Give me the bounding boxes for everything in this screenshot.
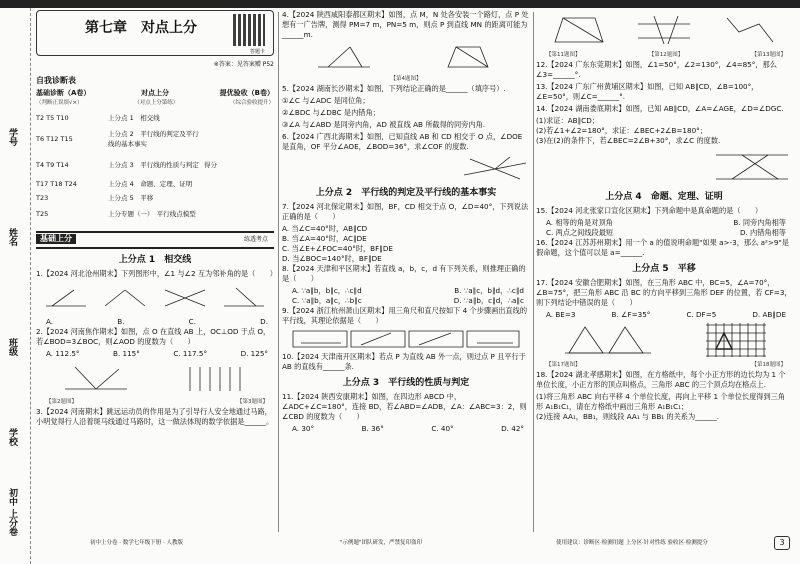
self-check-headers (36, 88, 274, 98)
q2-figure (61, 363, 131, 393)
binding-margin (0, 8, 31, 564)
self-check-row (36, 153, 274, 177)
banner-tag: 练透考点 (243, 236, 268, 243)
header-advanced: 提优验收（B卷） (219, 89, 274, 97)
q17-18-captions (536, 360, 792, 370)
option-d[interactable]: D. ∵a∥b，c∥d，∴a∥c (453, 296, 524, 305)
option-a[interactable]: A. BE=3 (546, 310, 576, 319)
q6-figure-wrap (282, 154, 530, 182)
column-right (536, 10, 792, 422)
row-topic: 上分点 5 平移 (108, 194, 154, 202)
question-10: 10.【2024 天津南开区期末】若点 P 为直线 AB 外一点，则过点 P 且平行于 AB 的直线有______条. (282, 352, 526, 371)
row-topic: 上分点 2 平行线的判定及平行线的基本事实 (108, 130, 199, 148)
question-4: 4.【2024 陕西咸阳泰都区期末】如图，点 M，N 处各安装一个路灯，点 P 处想有一广告牌，测得 PM=7 m，PN=5 m，则点 P 到直线 MN 的距离可能为______m. (282, 10, 529, 39)
option-c[interactable]: C. 当∠E+∠FOC=40°时，BF∥DE (282, 244, 393, 253)
q4-figure (314, 43, 374, 71)
page-number: 3 (774, 536, 790, 550)
option-d[interactable]: D. (260, 317, 268, 326)
q9-figure (282, 328, 530, 350)
column-middle (282, 10, 530, 434)
self-check-row (36, 177, 274, 191)
option-d[interactable]: D. 内错角相等 (739, 228, 786, 237)
fig-caption: 【第12题图】 (648, 52, 684, 58)
top-strip (0, 0, 800, 8)
q14-item: (1)求证：AB∥CD； (536, 116, 599, 125)
q6-figure (460, 155, 530, 181)
option-c[interactable]: C. DF=5 (686, 310, 717, 319)
header-points: 对点上分 (141, 89, 170, 97)
question-8: 8.【2024 天津和平区期末】若直线 a，b，c，d 有下列关系，则推理正确的是（ ） (282, 264, 526, 283)
q13-figure (719, 14, 779, 46)
fig-caption: 【第11题图】 (546, 52, 581, 58)
footer-left: 初中上分卷 · 数学七年级下册 · 人教版 (90, 540, 183, 546)
q14-items (536, 116, 792, 146)
binding-label-series: 初中 上分卷 (7, 488, 17, 537)
question-11: 11.【2024 陕西安康期末】如图，在四边形 ABCD 中，∠ADC+∠C=180°，连接 BD，若∠ABD=∠ADB，∠A：∠ABC=3：2，则∠CBD 的度数为（ ） (282, 392, 527, 421)
row-items[interactable]: T25 (36, 210, 49, 218)
question-12: 12.【2024 广东东莞期末】如图，∠1=50°，∠2=130°，∠4=85°，那么∠3=______°. (536, 60, 777, 79)
knowledge-point-title: 上分点 5 平移 (632, 264, 696, 274)
q18-items (536, 392, 792, 422)
q5-item: ①∠C 与∠ADC 是同位角； (282, 96, 370, 105)
question-18: 18.【2024 湖北孝感期末】如图，在方格纸中，每个小正方形的边长均为 1 个单位长度，小正方形的顶点叫格点，三角形 ABC 的三个顶点均在格点上. (536, 370, 786, 389)
row-topic: 上分专题（一） 平行线点模型 (108, 210, 196, 218)
binding-label-school: 学校 (7, 428, 17, 446)
banner-label: 基础上分 (36, 234, 76, 244)
q14-figure-wrap (536, 148, 792, 186)
q1-option-c-figure (163, 286, 207, 310)
q1-options (36, 317, 274, 327)
question-3: 3.【2024 河南期末】跳远运动员的作用是为了引导行人安全地通过马路，小明觉得行人沿着斑马线通过马路时，这一做法体现的数学依据是______。 (36, 407, 274, 426)
option-d[interactable]: D. 42° (501, 424, 524, 433)
question-2: 2.【2024 河南焦作期末】如图，点 O 在直线 AB 上，OC⊥OD 于点 O，若∠BOD=3∠BOC，则∠AOD 的度数为（ ） (36, 327, 271, 346)
option-c[interactable]: C. ∵a∥b，a∥c，∴b∥c (292, 296, 362, 305)
question-13: 13.【2024 广东广州黄埔区期末】如图，已知 AB∥CD，∠B=100°，∠E=50°，则∠C=______°. (536, 82, 759, 101)
fig-caption: 【第13题图】 (751, 52, 786, 58)
option-a[interactable]: A. ∵a∥b，b∥c，∴c∥d (292, 286, 362, 295)
binding-label-class: 班级 (7, 338, 17, 356)
option-a[interactable]: A. 当∠C=40°时，AB∥CD (282, 224, 368, 233)
q12-figure (634, 14, 694, 46)
q18-grid-figure (706, 323, 766, 357)
question-5: 5.【2024 湖南长沙期末】如图，下列结论正确的是______（填序号）. (282, 84, 506, 93)
fig-caption: 【第2题图】 (46, 399, 77, 405)
option-a[interactable]: A. 相等的角是对顶角 (546, 218, 613, 227)
row-topic: 上分点 4 命题、定理、证明 (108, 180, 193, 188)
qr-label: 答题卡 (249, 49, 265, 55)
self-check-row (36, 191, 274, 205)
question-16: 16.【2024 江苏苏州期末】用一个 a 的值说明命题"如果 a>-3，那么 a²>9"是假命题，这个值可以是 a=______. (536, 238, 789, 257)
fig-caption: 【第17题图】 (546, 362, 581, 368)
column-divider (533, 12, 534, 532)
score-label: 得分 (204, 161, 217, 169)
q8-options-2 (282, 296, 530, 306)
self-check-row (36, 111, 274, 125)
chapter-title: 第七章 对点上分 (85, 20, 197, 36)
footer-middle: "示例题"团队研发，严禁复印盗印 (340, 540, 423, 546)
row-items[interactable]: T23 (36, 194, 49, 202)
q14-figure (712, 149, 792, 185)
q1-option-b-figure (103, 286, 147, 310)
q11-13-captions (536, 50, 792, 60)
option-d[interactable]: D. 当∠BOC=140°时，BF∥DE (282, 254, 382, 263)
basic-banner (36, 231, 274, 249)
self-check-row (36, 125, 274, 153)
question-1: 1.【2024 河北沧州期末】下列图形中，∠1 与∠2 互为邻补角的是（ ） (36, 269, 277, 278)
option-b[interactable]: B. (117, 317, 125, 326)
q17-18-figures (536, 322, 792, 358)
subheader: （判断正误填√×） (36, 100, 83, 106)
option-d[interactable]: D. 125° (240, 349, 268, 358)
q1-figures (36, 281, 274, 315)
subheader: （对点上分第练） (134, 100, 179, 106)
q9-steps-figure (291, 329, 521, 349)
option-b[interactable]: B. 36° (361, 424, 384, 433)
row-items[interactable]: T6 T12 T15 (36, 135, 73, 143)
option-a[interactable]: A. 30° (292, 424, 315, 433)
option-b[interactable]: B. 115° (113, 349, 140, 358)
subheader: （综合验收提升） (229, 100, 274, 106)
option-d[interactable]: D. AB∥DE (752, 310, 786, 319)
option-b[interactable]: B. ∵a∥c，b∥d，∴c∥d (454, 286, 524, 295)
header-basic: 基础诊断（A卷） (36, 89, 91, 97)
question-9: 9.【2024 浙江杭州萧山区期末】用三角尺和直尺按如下 4 个步骤画出直线的平行线，其理论依据是（ ） (282, 306, 528, 325)
option-b[interactable]: B. 当∠A=40°时，AC∥DE (282, 234, 367, 243)
knowledge-point-title: 上分点 2 平行线的判定及平行线的基本事实 (315, 188, 497, 198)
chapter-header (36, 10, 274, 56)
self-check-row (36, 205, 274, 223)
q17-options (536, 310, 792, 320)
fig-caption: 【第18题图】 (751, 362, 786, 368)
row-items[interactable]: T17 T18 T24 (36, 180, 77, 188)
fig-caption: 【第3题图】 (237, 399, 268, 405)
row-topic: 上分点 3 平行线的性质与判定 (108, 161, 199, 169)
q1-option-a-figure (44, 286, 88, 310)
fig-caption: 【第4题图】 (390, 76, 422, 82)
q15-options-2 (536, 228, 792, 238)
q5-item: ②∠BDC 与∠DBC 是内错角； (282, 108, 380, 117)
binding-label-id: 学号 (7, 128, 17, 146)
answer-reference: ※答案：见答案赠 P52 (213, 61, 274, 68)
q15-options (536, 218, 792, 228)
question-7: 7.【2024 河北保定期末】如图，BF，CD 相交于点 O，∠D=40°，下列说法正确的是（ ） (282, 202, 529, 221)
q11-options (282, 424, 530, 434)
option-c[interactable]: C. 117.5° (173, 349, 208, 358)
q2-q3-figures (36, 361, 274, 395)
q11-figure (549, 14, 609, 46)
question-14: 14.【2024 湖南娄底期末】如图，已知 AB∥CD，∠A=∠AGE，∠D=∠DGC. (536, 104, 784, 113)
column-divider (278, 12, 279, 532)
q1-option-d-figure (222, 286, 266, 310)
q18-item: (1)将三角形 ABC 向右平移 4 个单位长度，再向上平移 1 个单位长度得到三角形 A₁B₁C₁，请在方格纸中画出三角形 A₁B₁C₁； (536, 392, 786, 411)
option-c[interactable]: C. 两点之间线段最短 (546, 228, 614, 237)
question-6: 6.【2024 广西北海期末】如图，已知直线 AB 和 CD 相交于 O 点，∠DOE 是直角，OF 平分∠AOE，∠BOD=36°，求∠COF 的度数. (282, 132, 523, 151)
qr-code (233, 14, 265, 46)
option-a[interactable]: A. (46, 317, 54, 326)
row-topic: 上分点 1 相交线 (108, 114, 160, 122)
option-b[interactable]: B. ∠F=35° (611, 310, 651, 319)
knowledge-point-title: 上分点 4 命题、定理、证明 (605, 192, 723, 202)
knowledge-point-title: 上分点 3 平行线的性质与判定 (342, 378, 470, 388)
q11-13-figures (536, 12, 792, 48)
q5-figure (438, 43, 498, 71)
q8-options (282, 286, 530, 296)
q4-q5-figures (282, 42, 530, 72)
option-c[interactable]: C. (188, 317, 196, 326)
column-left (36, 10, 277, 429)
self-check-subheaders (36, 98, 274, 108)
option-b[interactable]: B. 同旁内角相等 (733, 218, 786, 227)
q7-options (282, 224, 530, 264)
row-items[interactable]: T2 T5 T10 (36, 114, 69, 122)
q18-item: (2)连接 AA₁，BB₁，则线段 AA₁ 与 BB₁ 的关系为______. (536, 412, 720, 421)
footer-right: 使用建议：诊断区·检测用题 上分区·针对性练 验收区·检测提分 (556, 540, 708, 546)
q2-options (36, 349, 274, 359)
binding-label-name: 姓名 (7, 228, 17, 246)
option-c[interactable]: C. 40° (431, 424, 454, 433)
q14-item: (2)若∠1+∠2=180°，求证：∠BEC+2∠B=180°； (536, 126, 707, 135)
q2-q3-captions (36, 397, 274, 407)
option-a[interactable]: A. 112.5° (46, 349, 80, 358)
q14-item: (3)在(2)的条件下，若∠BEC=2∠B+30°，求∠C 的度数. (536, 136, 721, 145)
knowledge-point-title: 上分点 1 相交线 (118, 255, 192, 265)
question-15: 15.【2024 河北张家口宣化区期末】下列命题中是真命题的是（ ） (536, 206, 763, 215)
q17-figure (563, 323, 653, 357)
self-check-title: 自我诊断表 (36, 76, 76, 85)
q5-item: ③∠A 与∠ABD 是同旁内角，AD 被直线 AB 所截得的同旁内角. (282, 120, 486, 129)
q3-crosswalk-figure (180, 363, 250, 393)
question-17: 17.【2024 安徽合肥期末】如图，在三角形 ABC 中，BC=5，∠A=70°，∠B=75°，把三角形 ABC 沿 BC 的方向平移到三角形 DEF 的位置，若 CF=3，则下列结论中错误的是（ ） (536, 278, 792, 307)
row-items[interactable]: T4 T9 T14 (36, 161, 69, 169)
